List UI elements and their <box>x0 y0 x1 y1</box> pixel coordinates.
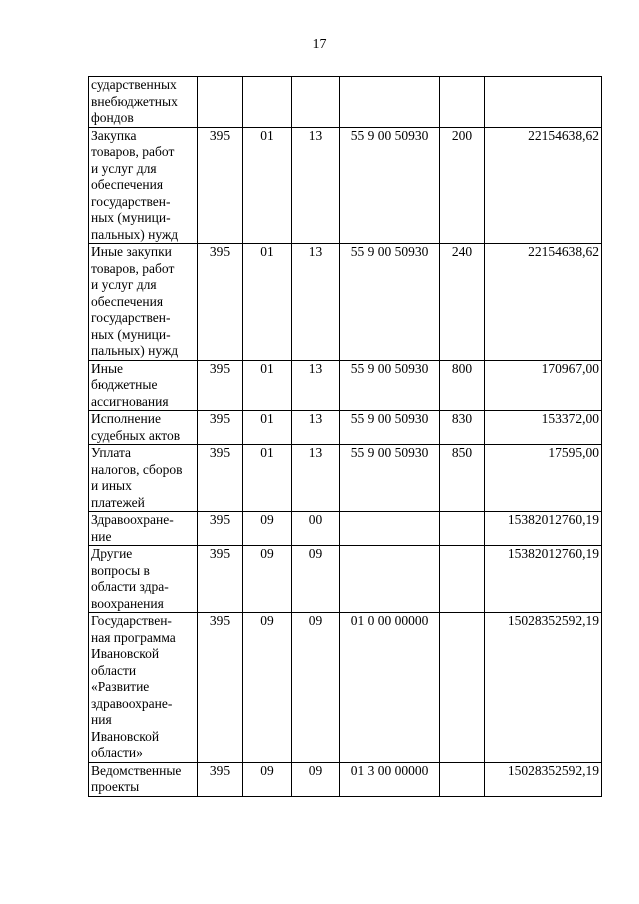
name-line: ние <box>91 528 112 544</box>
cell-name <box>89 445 198 512</box>
cell-rz: 01 <box>243 127 292 244</box>
name-line: Иные закупки <box>91 244 172 259</box>
cell-name <box>89 127 198 244</box>
cell-pr: 13 <box>292 445 340 512</box>
table-row <box>89 244 602 361</box>
cell-rz: 09 <box>243 546 292 613</box>
cell-gl: 395 <box>198 244 243 361</box>
name-line: Исполнение <box>91 411 161 426</box>
name-line: внебюджетных <box>91 93 178 109</box>
cell-csr: 01 0 00 00000 <box>340 613 440 763</box>
name-line: «Развитие <box>91 679 150 694</box>
cell-rz <box>243 77 292 128</box>
name-line: судебных актов <box>91 427 181 443</box>
name-line: ассигнования <box>91 393 169 409</box>
cell-amount: 15028352592,19 <box>485 762 602 796</box>
cell-name <box>89 360 198 411</box>
cell-amount: 153372,00 <box>485 411 602 445</box>
name-line: Ведомственные <box>91 762 182 778</box>
cell-csr: 55 9 00 50930 <box>340 445 440 512</box>
cell-pr: 09 <box>292 546 340 613</box>
cell-csr <box>340 512 440 546</box>
cell-name <box>89 546 198 613</box>
cell-rz: 09 <box>243 613 292 763</box>
cell-amount: 17595,00 <box>485 445 602 512</box>
name-line: сударственных <box>91 77 177 92</box>
name-line: бюджетные <box>91 377 158 392</box>
cell-gl: 395 <box>198 613 243 763</box>
cell-name <box>89 244 198 361</box>
cell-amount: 22154638,62 <box>485 244 602 361</box>
name-line: Закупка <box>91 127 137 143</box>
name-line: налогов, сборов <box>91 461 183 477</box>
cell-name <box>89 613 198 763</box>
name-line: товаров, работ <box>91 260 175 276</box>
table-row <box>89 445 602 512</box>
cell-rz: 01 <box>243 445 292 512</box>
name-line: Другие <box>91 546 133 561</box>
cell-gl: 395 <box>198 546 243 613</box>
cell-vr <box>440 546 485 613</box>
name-line: и услуг для <box>91 277 157 292</box>
name-line: Ивановской <box>91 728 160 744</box>
cell-pr: 09 <box>292 613 340 763</box>
page-number: 17 <box>312 37 327 52</box>
table-row <box>89 613 602 763</box>
name-line: государствен- <box>91 310 171 325</box>
cell-vr: 200 <box>440 127 485 244</box>
cell-csr <box>340 77 440 128</box>
cell-pr: 09 <box>292 762 340 796</box>
cell-name <box>89 77 198 128</box>
name-line: Иные <box>91 360 124 376</box>
name-line: Государствен- <box>91 613 172 628</box>
name-line: проекты <box>91 779 140 794</box>
cell-gl: 395 <box>198 127 243 244</box>
name-line: обеспечения <box>91 293 164 309</box>
name-line: Уплата <box>91 445 132 460</box>
cell-rz: 09 <box>243 512 292 546</box>
cell-name <box>89 762 198 796</box>
cell-vr: 830 <box>440 411 485 445</box>
cell-csr: 55 9 00 50930 <box>340 360 440 411</box>
cell-csr: 55 9 00 50930 <box>340 411 440 445</box>
cell-pr: 13 <box>292 360 340 411</box>
cell-vr <box>440 613 485 763</box>
cell-amount: 15382012760,19 <box>485 546 602 613</box>
name-line: здравоохране- <box>91 695 173 711</box>
cell-name <box>89 411 198 445</box>
cell-gl: 395 <box>198 762 243 796</box>
name-line: платежей <box>91 494 145 510</box>
cell-pr <box>292 77 340 128</box>
cell-vr: 800 <box>440 360 485 411</box>
cell-pr: 13 <box>292 411 340 445</box>
cell-gl: 395 <box>198 512 243 546</box>
cell-gl: 395 <box>198 360 243 411</box>
name-line: пальных) нужд <box>91 226 179 242</box>
budget-table <box>88 76 602 797</box>
table-row <box>89 546 602 613</box>
name-line: товаров, работ <box>91 144 175 159</box>
cell-vr <box>440 512 485 546</box>
cell-pr: 13 <box>292 244 340 361</box>
cell-amount: 22154638,62 <box>485 127 602 244</box>
cell-csr: 55 9 00 50930 <box>340 127 440 244</box>
cell-gl: 395 <box>198 411 243 445</box>
name-line: ная программа <box>91 629 176 645</box>
cell-rz: 01 <box>243 411 292 445</box>
cell-amount <box>485 77 602 128</box>
cell-rz: 01 <box>243 360 292 411</box>
cell-vr: 240 <box>440 244 485 361</box>
table-row <box>89 411 602 445</box>
name-line: обеспечения <box>91 177 164 192</box>
cell-pr: 00 <box>292 512 340 546</box>
cell-vr <box>440 77 485 128</box>
table-row <box>89 762 602 796</box>
cell-pr: 13 <box>292 127 340 244</box>
name-line: вопросы в <box>91 562 150 578</box>
name-line: ния <box>91 712 112 727</box>
table-row <box>89 77 602 128</box>
cell-rz: 01 <box>243 244 292 361</box>
cell-vr: 850 <box>440 445 485 512</box>
table-row <box>89 512 602 546</box>
name-line: области <box>91 662 137 678</box>
table-row <box>89 127 602 244</box>
name-line: Ивановской <box>91 646 160 661</box>
cell-name <box>89 512 198 546</box>
name-line: и иных <box>91 478 132 493</box>
name-line: фондов <box>91 110 134 125</box>
name-line: пальных) нужд <box>91 343 179 358</box>
name-line: ных (муници- <box>91 210 171 225</box>
name-line: области» <box>91 745 143 760</box>
name-line: государствен- <box>91 193 171 209</box>
cell-vr <box>440 762 485 796</box>
cell-csr: 01 3 00 00000 <box>340 762 440 796</box>
cell-amount: 15028352592,19 <box>485 613 602 763</box>
name-line: воохранения <box>91 595 164 611</box>
table-body <box>89 77 602 797</box>
cell-gl <box>198 77 243 128</box>
cell-gl: 395 <box>198 445 243 512</box>
name-line: Здравоохране- <box>91 512 174 527</box>
cell-amount: 15382012760,19 <box>485 512 602 546</box>
cell-rz: 09 <box>243 762 292 796</box>
name-line: и услуг для <box>91 160 157 176</box>
name-line: области здра- <box>91 579 169 594</box>
cell-csr <box>340 546 440 613</box>
table-row <box>89 360 602 411</box>
cell-csr: 55 9 00 50930 <box>340 244 440 361</box>
cell-amount: 170967,00 <box>485 360 602 411</box>
name-line: ных (муници- <box>91 326 171 342</box>
